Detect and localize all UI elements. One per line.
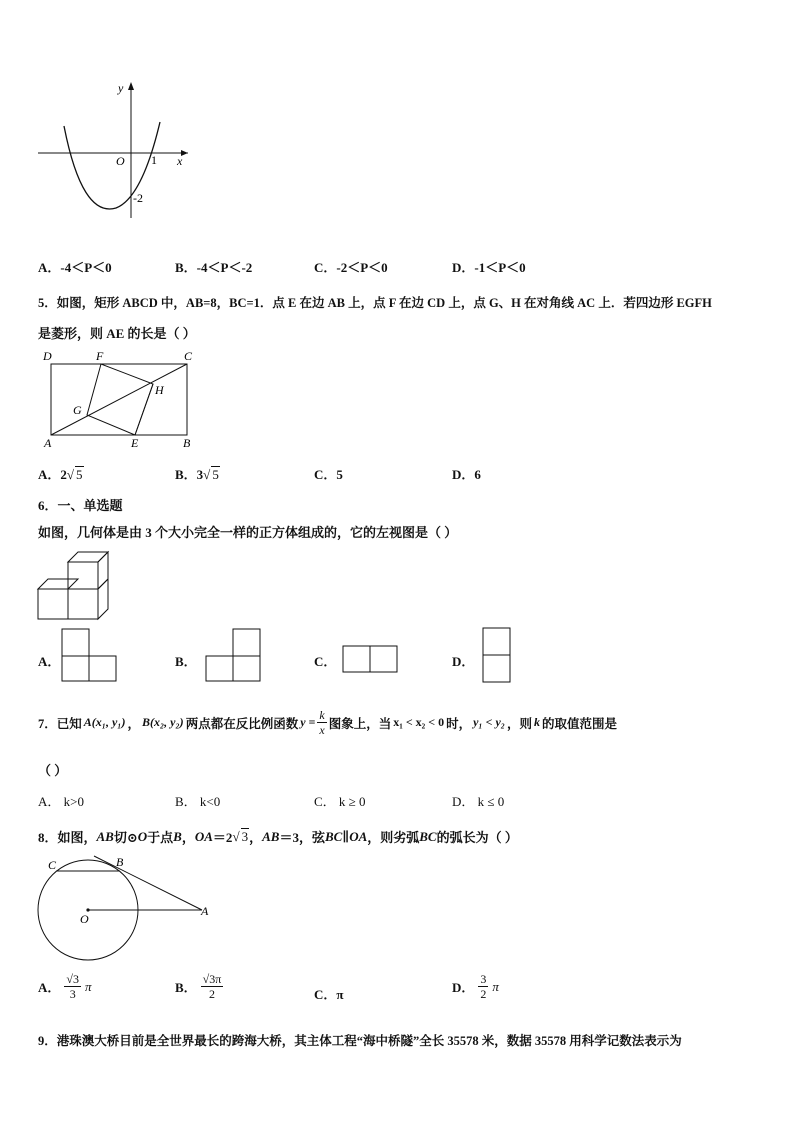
q8-text-a: 8．如图， [38,830,97,845]
q6-option-a[interactable] [38,651,60,670]
q8-text [38,827,518,846]
q8-option-b-fraction [201,972,224,1001]
label-a: A [201,904,209,918]
one-label: 1 [151,153,157,167]
q7-func-num: k [319,708,325,722]
q6-option-b[interactable] [175,651,197,670]
sqrt-symbol: √ [66,467,75,482]
q8-option-a[interactable] [38,972,92,1001]
q5-option-b-prefix: B．3 [175,467,204,482]
y-axis-arrow [128,82,134,90]
right-cube-front [68,589,98,619]
q4-option-d[interactable]: D．-1＜P＜0 [452,260,526,275]
label-b: B [116,855,124,869]
label-o: O [80,912,89,926]
side-eh [135,384,153,435]
q6-title: 6．一、单选题 [38,498,123,513]
left-cube-front [38,589,68,619]
tangent-ab [94,856,202,910]
q7-point-a: A(x₁, y₁) [83,715,126,729]
q8-option-b-label: B． [175,980,197,995]
q9-text: 9．港珠澳大桥目前是全世界最长的跨海大桥，其主体工程“海中桥隧”全长 35578 米，数据 35578 用科学记数法表示为 [38,1034,682,1048]
q8-circle-figure [34,850,219,975]
q5-text-line1: 5．如图，矩形 ABCD 中，AB=8，BC=1．点 E 在边 AB 上，点 F 在边 CD 上，点 G、H 在对角线 AC 上．若四边形 EGFH [38,296,712,310]
q5-option-b[interactable] [175,464,220,483]
q6-option-d-label: D． [452,654,475,669]
q6-text: 如图，几何体是由 3 个大小完全一样的正方体组成的，它的左视图是（ ） [38,525,458,540]
q8-text-i: ，则劣弧 [367,830,420,845]
q6-cubes-figure [36,548,111,623]
q8-option-a-pi: π [84,978,92,994]
q8-option-a-den: 3 [69,987,76,1001]
label-e: E [131,436,139,450]
neg2-label: -2 [133,191,143,205]
q8-option-a-num: √3 [66,972,79,986]
q7-cond-ineq: x₁ < x₂ < 0 [393,715,445,729]
label-d: D [43,349,52,363]
q8-bc: BC [324,828,343,844]
label-a: A [44,436,52,450]
q4-parabola-graph [30,78,200,223]
q7-func-y: y = [300,715,316,729]
q8-bc2: BC [419,828,437,844]
q7-option-b[interactable]: B． k<0 [175,794,221,809]
q8-option-a-label: A． [38,980,61,995]
q6-option-d[interactable] [452,651,474,670]
q6-option-b-label: B． [175,654,197,669]
q8-option-d-fraction [478,972,488,1001]
q8-o: O [137,828,148,844]
q8-radicand: 3 [241,829,249,844]
q8-text-g: ＝3，弦 [279,830,325,845]
q8-option-d-den: 2 [480,987,487,1001]
label-b: B [183,436,191,450]
q7-paren: （ ） [38,763,68,778]
q7-func-den: x [319,723,325,737]
q5-option-c[interactable]: C．5 [314,467,343,482]
q5-text-line2: 是菱形，则 AE 的长是（ ） [38,326,196,341]
q7-tail: 的取值范围是 [541,716,617,731]
q7-cond-c: ，则 [506,716,532,731]
q8-option-d-label: D． [452,980,475,995]
y-label: y [118,81,124,95]
label-f: F [96,349,104,363]
q6-option-b-figure [204,628,264,683]
q8-option-d-num: 3 [480,972,487,986]
diagonal-ac [51,364,187,435]
q8-text-e: ＝2 [212,830,233,845]
q7-option-c[interactable]: C． k ≥ 0 [314,794,366,809]
x-label: x [177,154,183,168]
q5-option-b-radicand: 5 [212,467,219,482]
origin-label: O [116,154,125,168]
q8-option-c[interactable]: C．π [314,987,344,1002]
q7-cond-ineq2: y₁ < y₂ [473,715,505,729]
q7-prefix: 7．已知 [38,716,82,731]
q7-option-d[interactable]: D． k ≤ 0 [452,794,505,809]
label-h: H [155,383,164,397]
q6-option-c-figure [341,645,401,675]
q8-option-d[interactable] [452,972,499,1001]
q8-oa: OA [194,828,213,844]
q7-text [38,708,617,737]
q7-func-fraction [317,708,326,737]
q4-option-c[interactable]: C．-2＜P＜0 [314,260,388,275]
q8-text-h: ∥ [342,828,350,844]
q8-ab2: AB [262,828,280,844]
q8-text-j: 的弧长为（ ） [436,830,518,845]
q7-option-a[interactable]: A． k>0 [38,794,84,809]
q5-option-d[interactable]: D．6 [452,467,481,482]
q8-ab: AB [96,828,114,844]
q7-mid: 两点都在反比例函数 [185,716,299,731]
q6-option-a-figure [60,628,120,683]
q4-option-b[interactable]: B．-4＜P＜-2 [175,260,253,275]
q5-option-a-radicand: 5 [76,467,83,482]
q7-cond-a: 图象上，当 [328,716,392,731]
q8-text-f: ， [249,830,263,845]
q6-option-a-label: A． [38,654,61,669]
q8-option-b-num: √3π [202,972,222,986]
right-cube-side [98,579,108,619]
q7-point-b: B(x₂, y₂) [141,715,184,729]
q8-text-c: 于点 [147,830,174,845]
label-c: C [48,858,57,872]
q8-oa2: OA [349,828,368,844]
q6-option-d-figure [481,627,513,685]
q7-cond-b: 时， [446,716,472,731]
q8-b-point: B [173,828,182,844]
q8-option-b-den: 2 [209,987,215,1001]
sqrt-symbol: √ [203,467,211,482]
q7-k: k [533,715,540,729]
q5-rectangle-figure [38,346,203,452]
q8-option-d-pi: π [492,978,499,994]
q4-option-a[interactable]: A．-4＜P＜0 [38,260,112,275]
left-cube-top [38,579,78,589]
q6-option-c-label: C． [314,654,337,669]
q8-option-b[interactable] [175,972,223,1001]
q8-text-d: ， [181,830,195,845]
top-cube-top [68,552,108,562]
sqrt-symbol: √ [232,828,240,844]
label-c: C [184,349,193,363]
q5-option-a[interactable] [38,464,84,483]
parabola-curve [64,122,160,209]
q7-comma: ， [127,716,140,731]
label-g: G [73,403,82,417]
q5-option-a-prefix: A．2 [38,467,67,482]
q8-option-a-fraction [64,972,81,1001]
q6-option-c[interactable] [314,651,336,670]
q8-text-b: 切⊙ [113,830,138,845]
